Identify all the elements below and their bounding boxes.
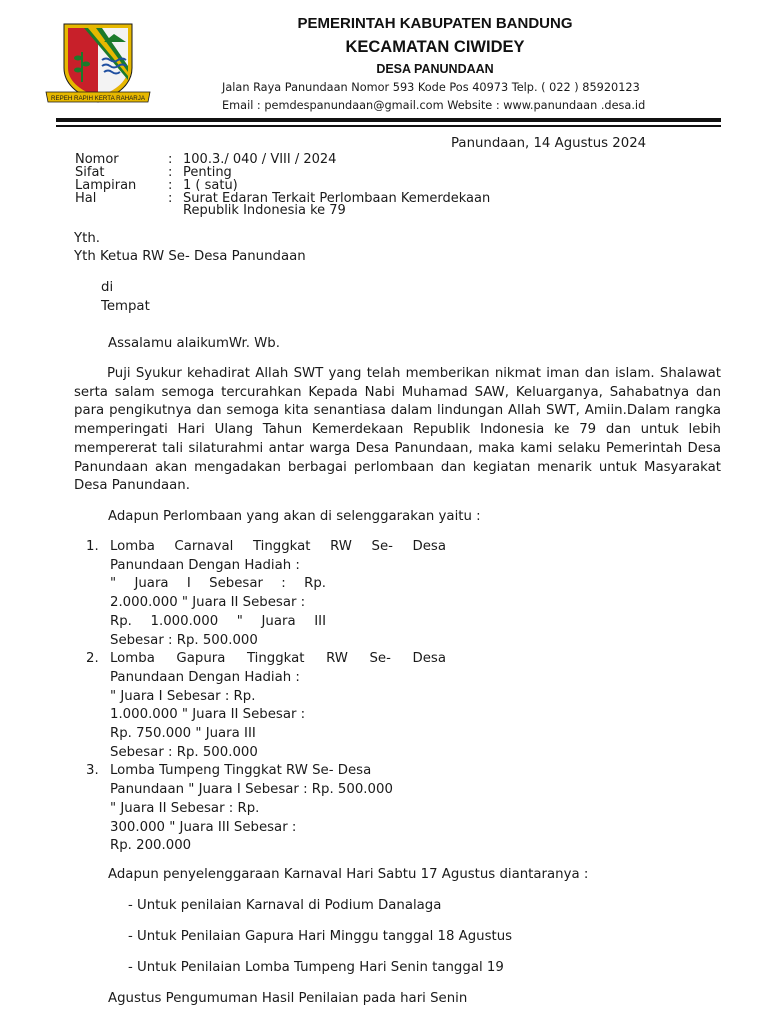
list-number: 2.: [86, 651, 99, 667]
list-line: Lomba Carnaval Tinggkat RW Se- Desa: [110, 539, 446, 554]
meta-colon: :: [168, 152, 173, 167]
meta-key: Nomor: [75, 152, 119, 167]
recipient-name: Yth Ketua RW Se- Desa Panundaan: [74, 249, 306, 264]
list-line: Sebesar : Rp. 500.000: [110, 632, 258, 648]
logo-motto: REPEH RAPIH KERTA RAHARJA: [51, 95, 145, 102]
meta-colon: :: [168, 165, 173, 180]
competition-intro: Adapun Perlombaan yang akan di selenggarakan yaitu :: [108, 509, 481, 524]
intro-text: Puji Syukur kehadirat Allah SWT yang telah memberikan nikmat iman dan islam. Shalawat serta salam semoga tercurahkan Kepada Nabi Muhamad SAW, Keluarganya, Sahabatnya dan para pengikutnya dan semoga kita senantiasa dalam lindungan Allah SWT, Amiin.Dalam rangka memperingati Hari Ulang Tahun Kemerdekaan Republik Indonesia ke 79 dan untuk lebih mempererat tali silaturahmi antar warga Desa Panundaan, maka kami selaku Pemerintah Desa Panundaan akan mengadakan berbagai perlombaan dan kegiatan menarik untuk Masyarakat Desa Panundaan.: [74, 366, 721, 494]
list-number: 3.: [86, 763, 99, 779]
schedule-intro: Adapun penyelenggaraan Karnaval Hari Sabtu 17 Agustus diantaranya :: [108, 867, 589, 882]
recipient-yth: Yth.: [74, 231, 100, 246]
greeting: Assalamu alaikumWr. Wb.: [108, 336, 280, 351]
closing-line: Agustus Pengumuman Hasil Penilaian pada hari Senin: [108, 991, 468, 1006]
header-divider-thin: [56, 125, 721, 127]
list-line: Panundaan " Juara I Sebesar : Rp. 500.000: [110, 782, 393, 798]
list-line: Rp. 750.000 " Juara III: [110, 726, 256, 742]
meta-key: Lampiran: [75, 178, 137, 193]
list-line: " Juara I Sebesar : Rp.: [110, 688, 256, 704]
intro-paragraph: [74, 365, 721, 496]
header-address: Jalan Raya Panundaan Nomor 593 Kode Pos 40973 Telp. ( 022 ) 85920123: [222, 81, 640, 94]
header-village-line: DESA PANUNDAAN: [376, 62, 494, 76]
district-emblem-logo: [44, 16, 152, 108]
list-line: Rp. 200.000: [110, 838, 192, 854]
meta-value: 1 ( satu): [183, 178, 238, 193]
meta-value: Surat Edaran Terkait Perlombaan Kemerdekaan: [183, 191, 491, 206]
list-line: Rp. 1.000.000 " Juara III: [110, 613, 326, 629]
list-line: 2.000.000 " Juara II Sebesar :: [110, 595, 306, 611]
list-line: Lomba Gapura Tinggkat RW Se- Desa: [110, 651, 446, 667]
recipient-di: di: [101, 280, 114, 295]
list-line: " Juara II Sebesar : Rp.: [110, 800, 260, 816]
header-government-line: PEMERINTAH KABUPATEN BANDUNG: [297, 15, 573, 32]
header-district-line: KECAMATAN CIWIDEY: [345, 38, 525, 56]
header-divider-thick: [56, 118, 721, 122]
list-line: 300.000 " Juara III Sebesar :: [110, 819, 297, 835]
recipient-place: Tempat: [101, 299, 150, 314]
list-item: [86, 762, 446, 856]
meta-value: 100.3./ 040 / VIII / 2024: [183, 152, 337, 167]
meta-value-continued: Republik Indonesia ke 79: [183, 203, 346, 218]
list-line: Lomba Tumpeng Tinggkat RW Se- Desa: [110, 763, 372, 779]
competition-list: [86, 538, 446, 856]
list-line: Panundaan Dengan Hadiah :: [110, 557, 300, 573]
list-line: Panundaan Dengan Hadiah :: [110, 669, 300, 685]
list-line: 1.000.000 " Juara II Sebesar :: [110, 707, 306, 723]
list-item: [86, 650, 446, 762]
meta-colon: :: [168, 178, 173, 193]
schedule-item: - Untuk Penilaian Gapura Hari Minggu tanggal 18 Agustus: [128, 929, 513, 944]
meta-key: Hal: [75, 191, 97, 206]
schedule-item: - Untuk Penilaian Lomba Tumpeng Hari Senin tanggal 19: [128, 960, 504, 975]
list-line: " Juara I Sebesar : Rp.: [110, 576, 326, 592]
header-contact: Email : pemdespanundaan@gmail.com Website : www.panundaan .desa.id: [222, 99, 646, 112]
schedule-item: - Untuk penilaian Karnaval di Podium Danalaga: [128, 898, 442, 913]
list-item: [86, 538, 446, 650]
meta-key: Sifat: [75, 165, 105, 180]
meta-value: Penting: [183, 165, 232, 180]
letter-date: Panundaan, 14 Agustus 2024: [451, 136, 647, 151]
meta-colon: :: [168, 191, 173, 206]
list-number: 1.: [86, 539, 99, 554]
list-line: Sebesar : Rp. 500.000: [110, 744, 258, 760]
